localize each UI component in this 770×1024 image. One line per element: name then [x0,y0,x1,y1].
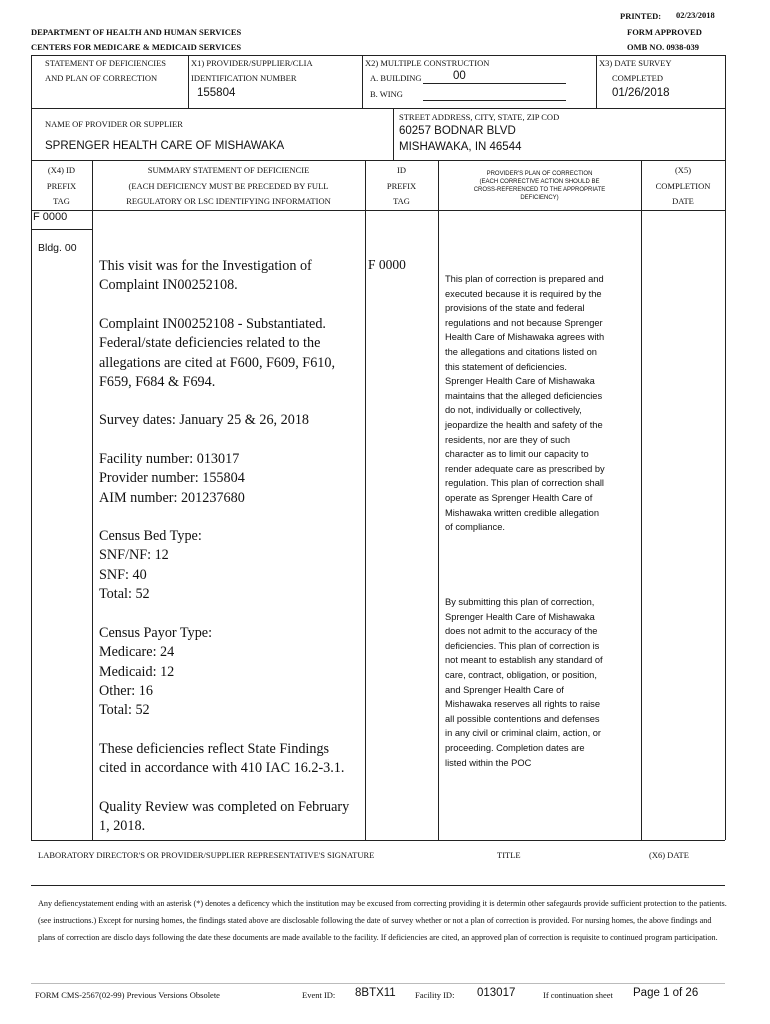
x4-label-1: (X4) ID [47,165,76,175]
facility-id-value: 013017 [477,987,516,999]
event-id-label: Event ID: [302,990,336,1000]
printed-label: PRINTED: [620,11,662,21]
left-tag: F 0000 [33,211,68,223]
census-payor-other: Other: 16 [99,682,153,699]
x5-label-1: (X5) [674,165,692,175]
summary-paragraph: This visit was for the Investigation of Complaint IN00252108. [99,258,312,294]
continuation-label: If continuation sheet [543,990,613,1000]
street-address: 60257 BODNAR BLVD [399,125,516,137]
state-findings: These deficiencies reflect State Findings cited in accordance with 410 IAC 16.2-3.1. [99,740,345,777]
right-tag: F 0000 [368,257,406,272]
form-number: FORM CMS-2567(02-99) Previous Versions Obsolete [35,990,220,1000]
x1-label-1: X1) PROVIDER/SUPPLIER/CLIA [191,58,313,68]
city-state-zip: MISHAWAKA, IN 46544 [399,141,522,153]
provider-name-value: SPRENGER HEALTH CARE OF MISHAWAKA [45,140,285,152]
summary-label-1: SUMMARY STATEMENT OF DEFICIENCIE [147,165,310,175]
x3-label-1: X3) DATE SURVEY [599,58,672,68]
summary-paragraph: Complaint IN00252108 - Substantiated. Federal/state deficiencies related to the allegations are cited at F600, F609, F610, F659, F684 & F694. [99,315,336,391]
statement-label-1: STATEMENT OF DEFICIENCIES [45,58,167,68]
census-bed-total: Total: 52 [99,586,150,603]
event-id-value: 8BTX11 [355,987,396,999]
building-tag: Bldg. 00 [38,242,77,254]
census-payor-title: Census Payor Type: [99,624,213,641]
poc-label-2: (EACH CORRECTIVE ACTION SHOULD BE [479,179,600,185]
census-bed-snf: SNF: 40 [99,566,147,583]
summary-label-2: (EACH DEFICIENCY MUST BE PRECEDED BY FULL [128,181,329,191]
census-payor-medicaid: Medicaid: 12 [99,663,175,680]
survey-completed-date: 01/26/2018 [612,87,670,99]
x3-label-2: COMPLETED [612,73,663,83]
census-bed-snf-nf: SNF/NF: 12 [99,547,169,564]
building-value: 00 [453,70,466,82]
x1-label-2: IDENTIFICATION NUMBER [191,73,297,83]
census-payor-medicare: Medicare: 24 [99,644,175,661]
building-label: A. BUILDING [370,73,422,83]
summary-body [99,257,354,836]
poc-label-3: CROSS-REFERENCED TO THE APPROPRIATE [473,187,606,193]
centers-title: CENTERS FOR MEDICARE & MEDICAID SERVICES [31,42,242,52]
summary-label-3: REGULATORY OR LSC IDENTIFYING INFORMATION [126,196,331,206]
provider-id-value: 155804 [197,87,236,99]
census-bed-title: Census Bed Type: [99,528,202,545]
id-label-2: PREFIX [386,181,417,191]
page-number: Page 1 of 26 [633,987,699,999]
provider-name-label: NAME OF PROVIDER OR SUPPLIER [45,119,183,129]
x4-label-3: TAG [53,196,70,206]
poc-paragraph-2: By submitting this plan of correction, Sprenger Health Care of Mishawaka does not admit to the accuracy of the deficiencies. This plan of correction is not meant to establish any standard of care, contract, obligation, or position, and Sprenger Health Care of Mishawaka reserves all rights to raise all possible contentions and defenses in any civil or criminal claim, action, or proceeding. Completion dates are listed within the POC [445,597,603,768]
wing-label: B. WING [370,89,403,99]
survey-dates: Survey dates: January 25 & 26, 2018 [99,412,310,429]
x4-label-2: PREFIX [46,181,77,191]
x6-date-label: (X6) DATE [649,850,689,860]
poc-paragraph-1: This plan of correction is prepared and executed because it is required by the provisions of the state and federal regulations and not because Sprenger Health Care of Mishawaka agrees with the allegations and citations listed on this statement of deficiencies. Sprenger Health Care of Mishawaka maintains that the alleged deficiencies do not, individually or collectively, jeopardize the health and safety of the residents, nor are they of such character as to limit our capacity to render adequate care as prescribed by regulation. This plan of correction shall operate as Sprenger Health Care of Mishawaka written credible allegation of compliance. [445,274,605,533]
poc-label-1: PROVIDER'S PLAN OF CORRECTION [486,171,593,177]
facility-number: Facility number: 013017 [99,450,240,467]
poc-label-4: DEFICIENCY) [520,195,559,201]
x5-label-2: COMPLETION [655,181,711,191]
printed-date: 02/23/2018 [676,10,715,20]
street-label: STREET ADDRESS, CITY, STATE, ZIP COD [399,112,560,122]
census-payor-total: Total: 52 [99,702,150,719]
department-title: DEPARTMENT OF HEALTH AND HUMAN SERVICES [31,27,242,37]
omb-number: OMB NO. 0938-039 [627,42,700,52]
quality-review: Quality Review was completed on February 1, 2018. [99,798,350,834]
disclaimer: Any defiencystatement ending with an asterisk (*) denotes a deficency which the institution may be excused from correcting providing it is determin other safegaurds provide sufficient protection to the patients. (see instructions.) Except for nursing homes, the findings stated above are disclosable following the date of survey whether or not a plan of correction is provided. For nursing homes, the above findings and plans of correction are disclo days following the date these documents are made available to the facility. If deficiencies are cited, an approved plan of correction is requisite to continued program participation. [38,899,727,942]
signature-label: LABORATORY DIRECTOR'S OR PROVIDER/SUPPLIER REPRESENTATIVE'S SIGNATURE [38,850,375,860]
id-label-3: TAG [393,196,410,206]
x5-label-3: DATE [672,196,694,206]
form-approved: FORM APPROVED [627,27,702,37]
x2-label: X2) MULTIPLE CONSTRUCTION [365,58,490,68]
id-label-1: ID [397,165,406,175]
title-label: TITLE [497,850,521,860]
aim-number: AIM number: 201237680 [99,489,245,506]
facility-id-label: Facility ID: [415,990,455,1000]
statement-label-2: AND PLAN OF CORRECTION [45,73,158,83]
provider-number: Provider number: 155804 [99,470,245,487]
